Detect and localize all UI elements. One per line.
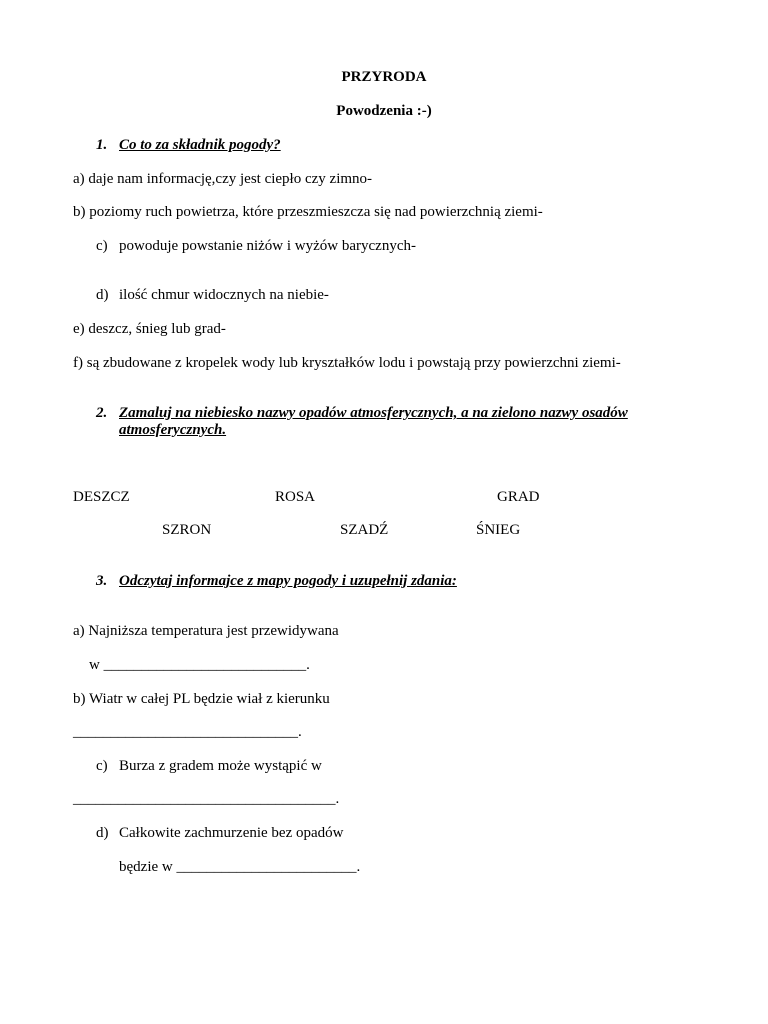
word-szadz: SZADŹ (340, 522, 389, 538)
page-subtitle: Powodzenia :-) (336, 103, 432, 119)
answer-3a-line1: a) Najniższa temperatura jest przewidywana (73, 623, 339, 639)
question-2-text-line2-row (119, 421, 226, 439)
answer-3c-text: Burza z gradem może wystąpić w (119, 758, 322, 774)
word-deszcz: DESZCZ (73, 489, 130, 505)
answer-3a-blank: w ___________________________. (89, 657, 310, 673)
answer-3d-text: Całkowite zachmurzenie bez opadów (119, 825, 344, 841)
answer-1c-text: powoduje powstanie niżów i wyżów barycznych- (119, 238, 416, 254)
answer-3d-blank: będzie w ________________________. (119, 859, 361, 875)
question-1-text: Co to za składnik pogody? (119, 137, 281, 153)
answer-1e: e) deszcz, śnieg lub grad- (73, 321, 226, 337)
word-snieg: ŚNIEG (476, 522, 521, 538)
answer-1c-letter: c) (96, 238, 108, 254)
answer-3b-blank: ______________________________. (73, 724, 302, 740)
answer-3c-line1 (96, 757, 322, 775)
question-2-text-line2: atmosferycznych. (119, 422, 227, 438)
answer-1f: f) są zbudowane z kropelek wody lub kryształków lodu i powstają przy powierzchni ziemi- (73, 355, 621, 371)
answer-1d-letter: d) (96, 287, 109, 303)
answer-3b-line1: b) Wiatr w całej PL będzie wiał z kierunku (73, 691, 330, 707)
question-1-heading (96, 136, 281, 154)
question-2-heading (96, 404, 628, 422)
answer-1a: a) daje nam informację,czy jest ciepło czy zimno- (73, 171, 373, 187)
question-2-number: 2. (96, 405, 108, 421)
word-szron: SZRON (162, 522, 212, 538)
question-3-heading (96, 572, 457, 590)
question-2-text-line1: Zamaluj na niebiesko nazwy opadów atmosferycznych, a na zielono nazwy osadów (119, 405, 628, 421)
answer-3d-line1 (96, 824, 344, 842)
answer-1b: b) poziomy ruch powietrza, które przeszmieszcza się nad powierzchnią ziemi- (73, 204, 543, 220)
page-title: PRZYRODA (341, 69, 427, 85)
question-3-text: Odczytaj informajce z mapy pogody i uzupełnij zdania: (119, 573, 457, 589)
word-grad: GRAD (497, 489, 540, 505)
answer-1d-text: ilość chmur widocznych na niebie- (119, 287, 329, 303)
answer-1d (96, 286, 329, 304)
answer-3c-blank: ___________________________________. (73, 791, 340, 807)
answer-3c-letter: c) (96, 758, 108, 774)
answer-1c (96, 237, 416, 255)
answer-3d-letter: d) (96, 825, 109, 841)
word-rosa: ROSA (275, 489, 316, 505)
question-1-number: 1. (96, 137, 108, 153)
question-3-number: 3. (96, 573, 108, 589)
